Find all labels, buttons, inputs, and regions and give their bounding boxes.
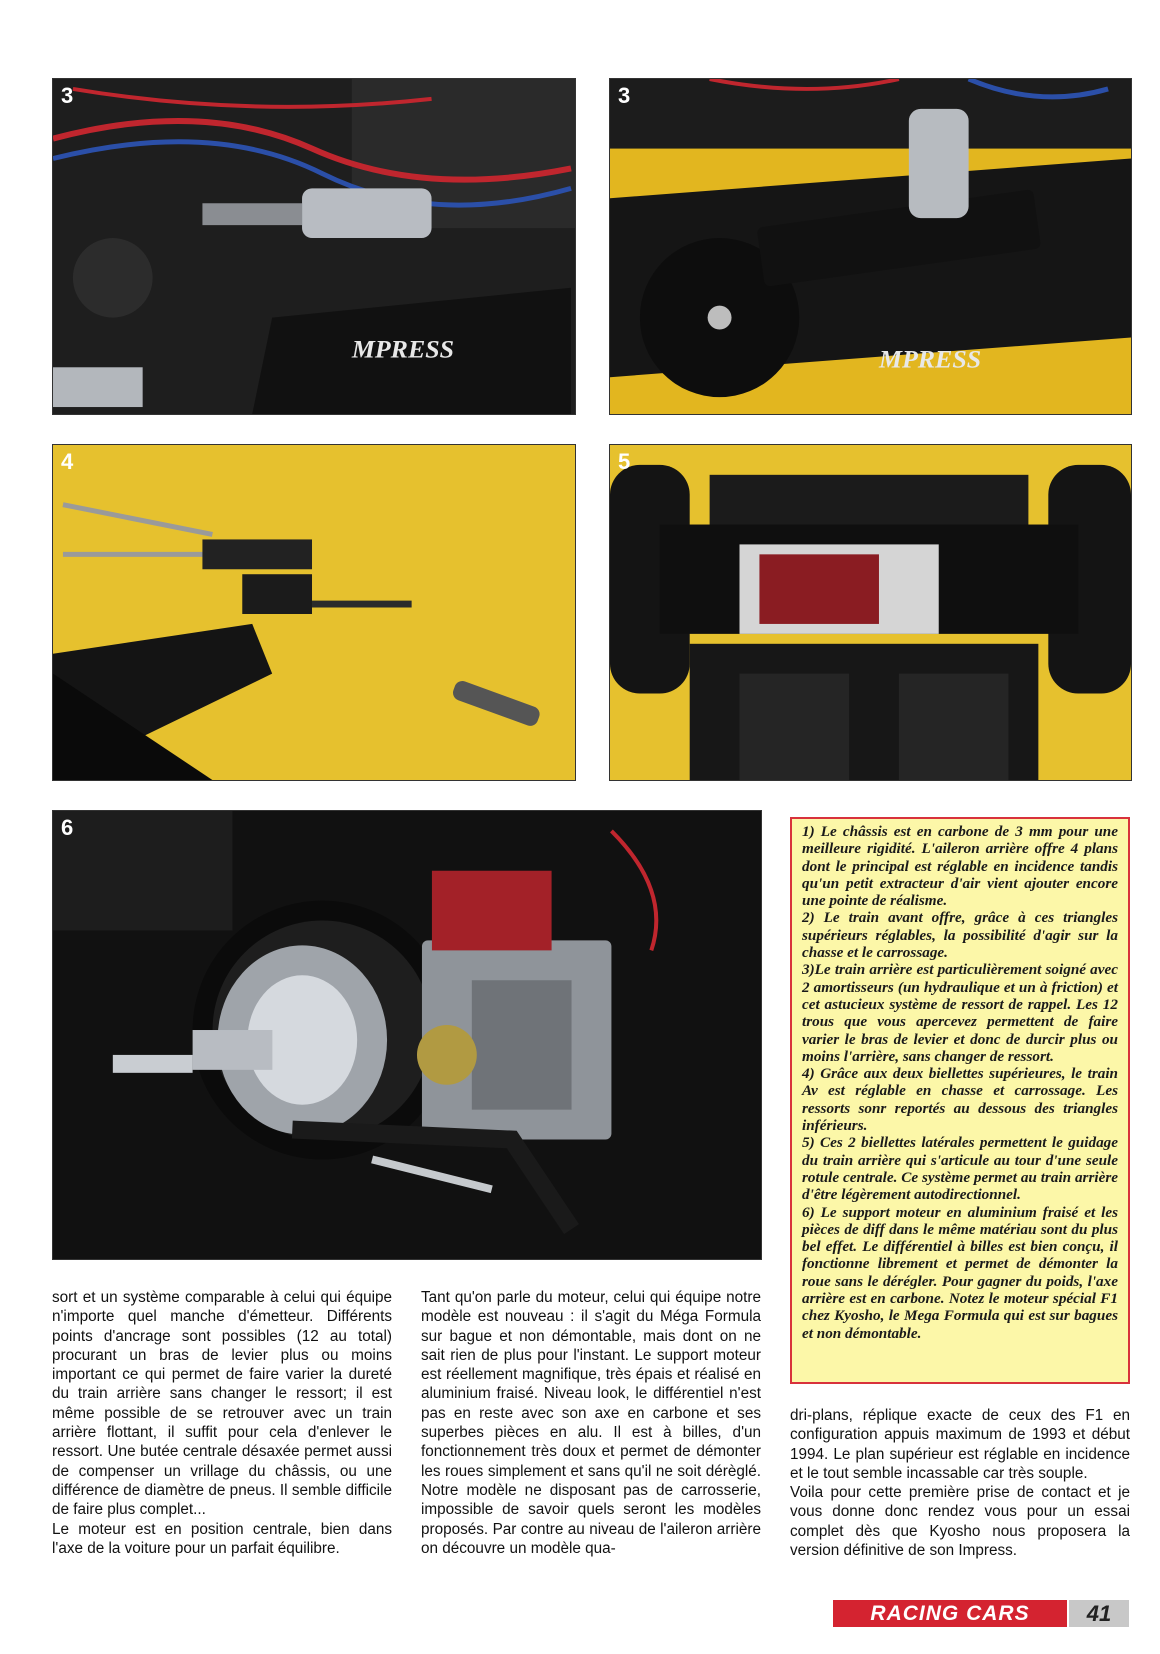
column-3-paragraph-2: Voila pour cette première prise de contact et je vous donne donc rendez vous pour un essai complet dès que Kyosho nous proposera la version définitive de son Impress. [790,1484,1130,1560]
photo-3a-number: 3 [61,83,74,108]
caption-item-4: 4) Grâce aux deux biellettes supérieures, le train Av est réglable en chasse et carrossage. Les ressorts sonr reportés au dessous des triangles inférieurs. [802,1065,1118,1135]
photo-6-image [53,811,761,1259]
photo-3b [609,78,1132,415]
photo-3b-number: 3 [618,83,631,108]
text-column-1 [52,1288,392,1558]
page-number: 41 [1069,1600,1129,1627]
text-column-2 [421,1288,761,1558]
photo-5-number: 5 [618,449,631,474]
photo-5-image [610,445,1131,780]
caption-item-1: 1) Le châssis est en carbone de 3 mm pour une meilleure rigidité. L'aileron arrière offre 4 plans dont le principal est réglable en incidence tandis qu'un petit extracteur d'air vient ajouter encore une pointe de réalisme. [802,823,1118,910]
photo-6-number: 6 [61,815,74,840]
photo-4-number: 4 [61,449,74,474]
text-column-3 [790,1406,1130,1560]
photo-4-image [53,445,575,780]
magazine-brand: RACING CARS [833,1600,1067,1627]
photo-3b-image [610,79,1131,414]
caption-item-2: 2) Le train avant offre, grâce à ces triangles supérieurs réglables, la possibilité d'agir sur la chasse et le carrossage. [802,909,1118,962]
photo-3a-logo-text: MPRESS [351,334,455,364]
caption-item-6: 6) Le support moteur en aluminium fraisé et les pièces de diff dans le même matériau sont du plus bel effet. Le différentiel à billes est bien conçu, il fonctionne librement et permet de démonter la roue sans le dérégler. Pour gagner du poids, l'axe arrière est en carbone. Notez le moteur spécial F1 chez Kyosho, le Mega Formula qui est sur bagues et non démontable. [802,1203,1118,1342]
caption-item-5: 5) Ces 2 biellettes latérales permettent le guidage du train arrière qui s'articule au tour d'une seule rotule centrale. Ce système permet au train arrière d'être légèrement autodirectionnel. [802,1134,1118,1204]
caption-item-3: 3)Le train arrière est particulièrement soigné avec 2 amortisseurs (un hydraulique et un à friction) et cet astucieux système de ressort de rappel. Les 12 trous que vous apercevez permettent de faire varier le bras de levier et donc de durcir plus ou moins l'arrière, sans changer de ressort. [802,961,1118,1065]
caption-box [790,817,1130,1384]
photo-6 [52,810,762,1260]
column-1-paragraph-2: Le moteur est en position centrale, bien dans l'axe de la voiture pour un parfait équilibre. [52,1520,392,1557]
photo-5 [609,444,1132,781]
column-1-paragraph-1: sort et un système comparable à celui qui équipe n'importe quel manche d'émetteur. Différents points d'ancrage sont possibles (12 au total) procurant un bras de levier plus ou moins important ce qui permet de faire varier la dureté du train arrière sans changer le ressort; il est même possible de se retrouver avec un train arrière flottant, il suffit pour cela d'enlever le ressort. Une butée centrale désaxée permet aussi de compenser un vrillage du châssis, ou une différence de diamètre de pneus. Il semble difficile de faire plus complet... [52,1289,392,1519]
column-2-paragraph-1: Tant qu'on parle du moteur, celui qui équipe notre modèle est nouveau : il s'agit du Méga Formula sur bague et non démontable, mais dont on ne sait rien de plus pour l'instant. Le support moteur est réellement magnifique, très épais et réalisé en aluminium fraisé. Niveau look, le différentiel n'est pas en reste avec son axe en carbone et ses superbes pièces en alu. Il est à billes, d'un fonctionnement très doux et permet de démonter les roues simplement et sans qu'il ne soit dérèglé. Notre modèle ne disposant pas de carrosserie, impossible de savoir quels seront les modèles proposés. Par contre au niveau de l'aileron arrière on découvre un modèle qua- [421,1289,761,1557]
photo-4 [52,444,576,781]
photo-3a [52,78,576,415]
photo-3b-logo-text: MPRESS [878,344,982,374]
photo-3a-image [53,79,575,414]
column-3-paragraph-1: dri-plans, réplique exacte de ceux des F1 en configuration appuis maximum de 1993 et début 1994. Le plan supérieur est réglable en incidence et le tout semble incassable car très souple. [790,1407,1130,1482]
